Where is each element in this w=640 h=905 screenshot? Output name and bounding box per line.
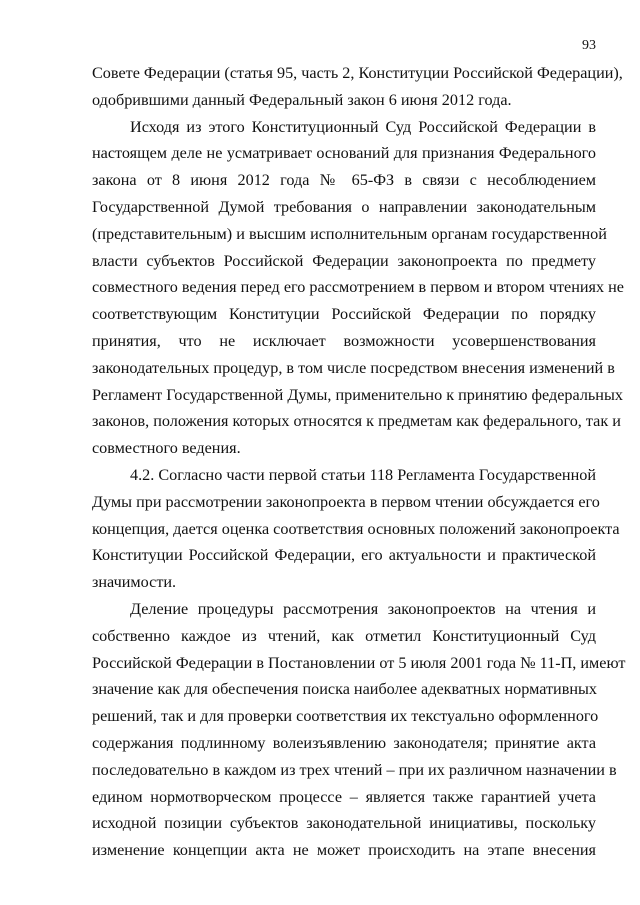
text-line: настоящем деле не усматривает оснований для признания Федерального (92, 144, 596, 163)
text-line: исходной позиции субъектов законодательной инициативы, поскольку (92, 814, 596, 833)
text-line: принятия, что не исключает возможности усовершенствования (92, 331, 596, 350)
text-line: 4.2. Согласно части первой статьи 118 Регламента Государственной (130, 465, 596, 484)
text-line: значение как для обеспечения поиска наиболее адекватных нормативных (92, 680, 597, 699)
text-line: Думы при рассмотрении законопроекта в первом чтении обсуждается его (92, 492, 600, 511)
text-line: едином нормотворческом процессе – является также гарантией учета (92, 787, 596, 806)
text-line: одобрившими данный Федеральный закон 6 июня 2012 года. (92, 90, 512, 109)
text-line: власти субъектов Российской Федерации законопроекта по предмету (92, 251, 596, 270)
text-line: Совете Федерации (статья 95, часть 2, Конституции Российской Федерации), (92, 64, 623, 82)
text-line: Государственной Думой требования о направлении законодательным (92, 197, 596, 216)
text-line: изменение концепции акта не может происходить на этапе внесения (92, 841, 596, 860)
text-line: последовательно в каждом из трех чтений – при их различном назначении в (92, 760, 617, 779)
text-line: закона от 8 июня 2012 года № 65-ФЗ в связи с несоблюдением (92, 171, 596, 190)
text-line: совместного ведения перед его рассмотрением в первом и втором чтениях не (92, 278, 624, 297)
document-body (92, 60, 626, 864)
text-line: (представительным) и высшим исполнительным органам государственной (92, 224, 607, 243)
text-line: законов, положения которых относятся к предметам как федерального, так и (92, 412, 621, 431)
page-number: 93 (582, 38, 596, 53)
text-line: законодательных процедур, в том числе посредством внесения изменений в (92, 358, 615, 377)
text-line: концепция, дается оценка соответствия основных положений законопроекта (92, 519, 620, 538)
text-line: Исходя из этого Конституционный Суд Российской Федерации в (130, 117, 596, 136)
text-line: значимости. (92, 573, 177, 592)
text-line: решений, так и для проверки соответствия их текстуально оформленного (92, 707, 599, 726)
text-line: Регламент Государственной Думы, применительно к принятию федеральных (92, 385, 623, 404)
text-line: соответствующим Конституции Российской Федерации по порядку (92, 305, 596, 324)
text-line: Конституции Российской Федерации, его актуальности и практической (92, 546, 596, 565)
text-line: содержания подлинному волеизъявлению законодателя; принятие акта (92, 733, 596, 752)
text-line: Деление процедуры рассмотрения законопроектов на чтения и (130, 599, 596, 618)
text-line: собственно каждое из чтений, как отметил Конституционный Суд (92, 626, 596, 645)
text-line: совместного ведения. (92, 439, 241, 458)
text-line: Российской Федерации в Постановлении от 5 июля 2001 года № 11-П, имеют (92, 653, 626, 672)
